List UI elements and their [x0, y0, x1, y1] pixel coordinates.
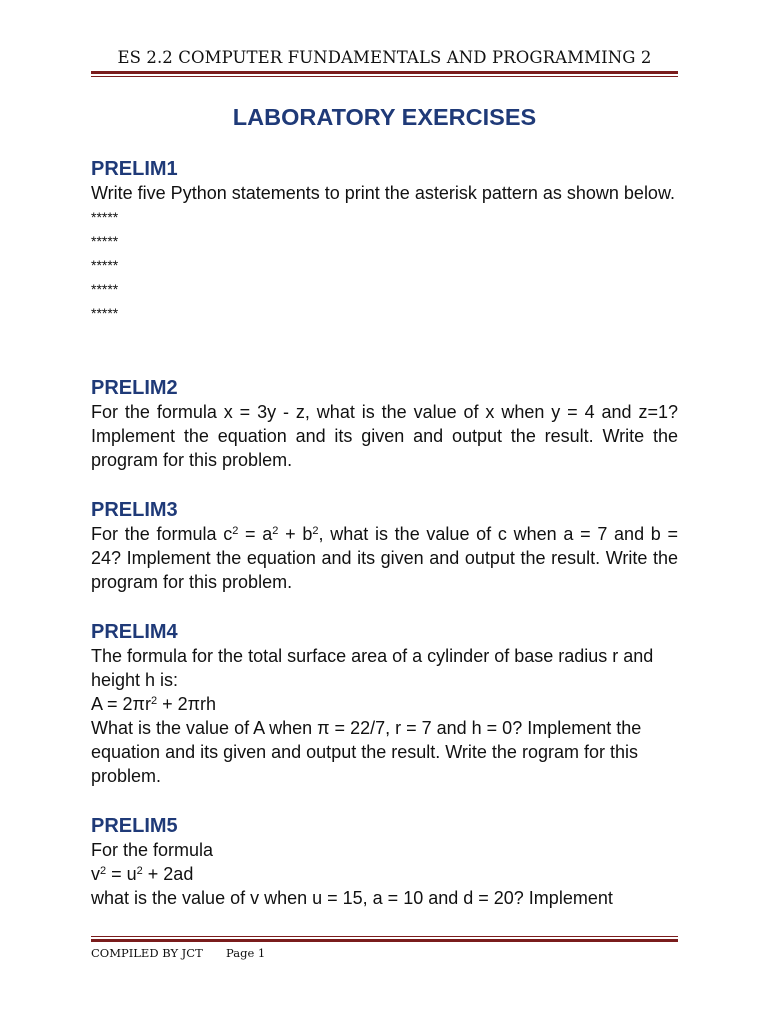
prelim3-c: c — [223, 524, 233, 544]
prelim5-line1: For the formula — [91, 840, 214, 860]
prelim3-rest: , what is the value of c when a = 7 and b = 24? Implement the equation and its given and output the result. Write the program for this problem. — [91, 524, 679, 592]
prelim2-section — [91, 376, 678, 472]
prelim5-section — [91, 814, 678, 910]
prelim3-heading: PRELIM3 — [91, 499, 178, 521]
footer-rule-thin — [91, 936, 678, 937]
prelim4-section — [91, 620, 678, 788]
prelim1-section — [91, 157, 678, 325]
prelim4-heading: PRELIM4 — [91, 621, 178, 643]
prelim5-text — [91, 838, 678, 910]
asterisk-row: ***** — [91, 281, 119, 297]
exponent: 2 — [272, 525, 279, 537]
prelim3-intro: For the formula — [91, 524, 224, 544]
prelim5-line2: what is the value of v when u = 15, a = 10 and d = 20? Implement — [91, 888, 613, 908]
asterisk-row: ***** — [91, 257, 119, 273]
prelim3-text — [91, 522, 678, 594]
exponent: 2 — [150, 695, 158, 707]
exponent: 2 — [136, 865, 143, 877]
prelim4-formula — [91, 692, 678, 716]
header-rule-thin — [91, 76, 678, 77]
asterisk-row: ***** — [91, 209, 119, 225]
prelim3-eq-b: + b — [278, 524, 313, 544]
prelim5-heading: PRELIM5 — [91, 815, 178, 837]
page-number: Page 1 — [226, 946, 266, 960]
header-rule — [91, 71, 678, 74]
formula-part: v — [91, 864, 100, 884]
formula-part: A = 2πr — [91, 694, 151, 714]
prelim2-heading: PRELIM2 — [91, 377, 178, 399]
prelim1-heading: PRELIM1 — [91, 158, 178, 180]
formula-part: + 2πrh — [157, 694, 217, 714]
prelim4-line1: The formula for the total surface area of a cylinder of base radius r and height h is: — [91, 646, 654, 690]
asterisk-row: ***** — [91, 305, 119, 321]
asterisk-row: ***** — [91, 233, 119, 249]
footer-compiled-by: COMPILED BY JCT — [91, 946, 203, 960]
prelim3-section — [91, 498, 678, 594]
prelim1-text: Write five Python statements to print the asterisk pattern as shown below. — [91, 183, 675, 203]
prelim2-text: For the formula x = 3y - z, what is the value of x when y = 4 and z=1? Implement the equation and its given and output the result. Write the program for this problem. — [91, 402, 678, 470]
exponent: 2 — [232, 525, 239, 537]
prelim4-text — [91, 644, 678, 788]
header-course-title: ES 2.2 COMPUTER FUNDAMENTALS AND PROGRAMMING 2 — [117, 48, 652, 67]
formula-part: = u — [106, 864, 137, 884]
asterisk-pattern — [91, 205, 678, 325]
footer — [91, 946, 266, 960]
prelim3-eq-a: = a — [238, 524, 273, 544]
exponent: 2 — [312, 525, 319, 537]
footer-rule — [91, 939, 678, 942]
formula-part: + 2ad — [142, 864, 194, 884]
prelim5-formula — [91, 862, 678, 886]
prelim4-line2: What is the value of A when π = 22/7, r = 7 and h = 0? Implement the equation and its given and output the result. Write the rogram for this problem. — [91, 718, 642, 786]
exponent: 2 — [100, 865, 107, 877]
page-title: LABORATORY EXERCISES — [232, 104, 537, 130]
